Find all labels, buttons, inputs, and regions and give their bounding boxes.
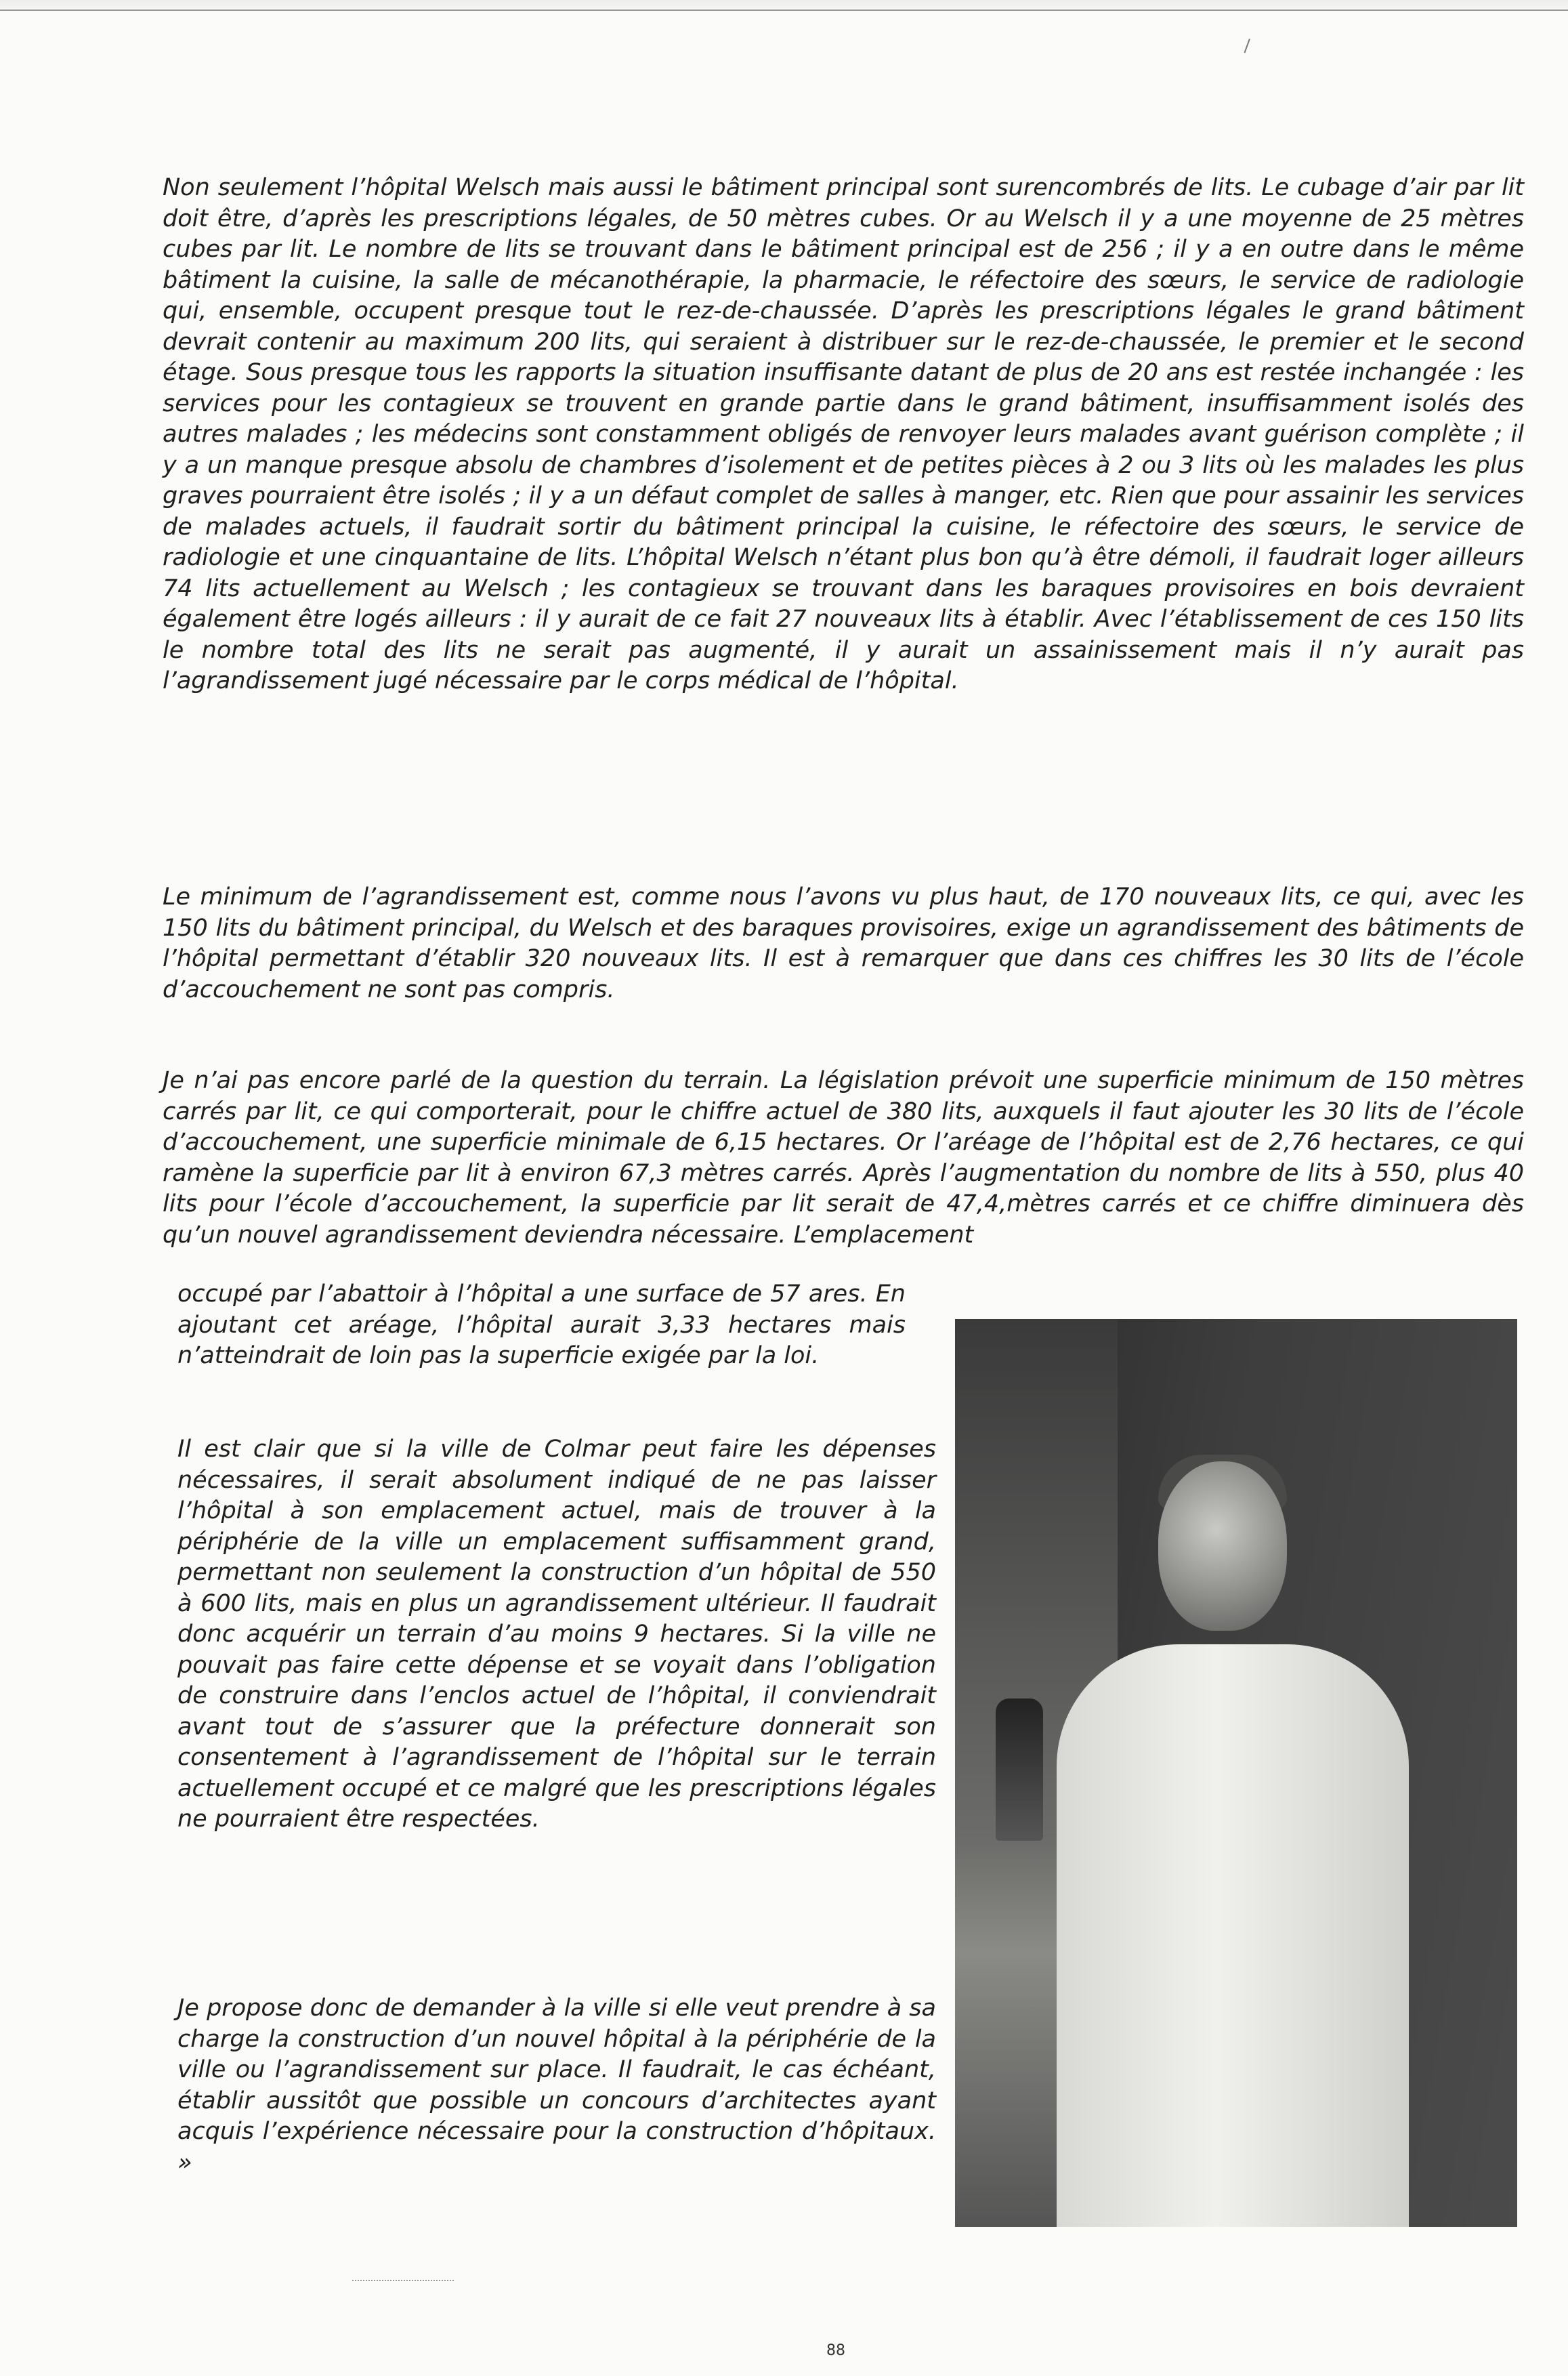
paragraph-minimum-enlargement: Le minimum de l’agrandissement est, comme nous l’avons vu plus haut, de 170 nouveaux lits, ce qui, avec les 150 lits du bâtiment principal, du Welsch et des baraques provisoires, exige un agrandissement des bâtiments de l’hôpital permettant d’établir 320 nouveaux lits. Il est à remarquer que dans ces chiffres les 30 lits de l’école d’accouchement ne sont pas compris. [163,883,1524,1003]
scan-mark [1244,39,1256,55]
paragraph-hospital-overcrowding: Non seulement l’hôpital Welsch mais aussi le bâtiment principal sont surencombrés de lits. Le cubage d’air par lit doit être, d’après les prescriptions légales, de 50 mètres cubes. Or au Welsch il y a une moyenne de 25 mètres cubes par lit. Le nombre de lits se trouvant dans le bâtiment principal est de 256 ; il y a en outre dans le même bâtiment la cuisine, la salle de mécanothérapie, la pharmacie, le réfectoire des sœurs, le service de radiologie qui, ensemble, occupent presque tout le rez-de-chaussée. D’après les prescriptions légales le grand bâtiment devrait contenir au maximum 200 lits, qui seraient à distribuer sur le rez-de-chaussée, le premier et le second étage. Sous presque tous les rapports la situation insuffisante datant de plus de 20 ans est restée inchangée : les services pour les contagieux se trouvent en grande partie dans le grand bâtiment, insuffisamment isolés des autres malades ; les médecins sont constamment obligés de renvoyer leurs malades avant guérison complète ; il y a un manque presque absolu de chambres d’isolement et de petites pièces à 2 ou 3 lits où les malades les plus graves pourraient être isolés ; il y a un défaut complet de salles à manger, etc. Rien que pour assainir les services de malades actuels, il faudrait sortir du bâtiment principal la cuisine, le réfectoire des sœurs, le service de radiologie et une cinquantaine de lits. L’hôpital Welsch n’étant plus bon qu’à être démoli, il faudrait loger ailleurs 74 lits actuellement au Welsch ; les contagieux se trouvant dans les baraques provisoires en bois devraient également être logés ailleurs : il y aurait de ce fait 27 nouveaux lits à établir. Avec l’établissement de ces 150 lits le nombre total des lits ne serait pas augmenté, il y aurait un assainissement mais il n’y aurait pas l’agrandissement jugé nécessaire par le corps médical de l’hôpital. [163,174,1524,694]
scan-top-edge [0,0,1568,11]
head-shape [1158,1461,1287,1631]
paragraph-terrain-question: Je n’ai pas encore parlé de la question du terrain. La législation prévoit une superficie minimum de 150 mètres carrés par lit, ce qui comporterait, pour le chiffre actuel de 380 lits, auxquels il faut ajouter les 30 lits de l’école d’accouchement, une superficie minimale de 6,15 hectares. Or l’aréage de l’hôpital est de 2,76 hectares, ce qui ramène la superficie par lit à environ 67,3 mètres carrés. Après l’augmentation du nombre de lits à 550, plus 40 lits pour l’école d’accouchement, la superficie par lit serait de 47,4,mètres carrés et ce chiffre diminuera dès qu’un nouvel agrandissement deviendra nécessaire. L’emplacement [163,1067,1524,1249]
paragraph-abattoir-surface: occupé par l’abattoir à l’hôpital a une surface de 57 ares. En ajoutant cet aréage, l’hôpital aurait 3,33 hectares mais n’atteindrait de loin pas la superficie exigée par la loi. [177,1280,906,1369]
scan-smudge [352,2280,454,2284]
portrait-photo [955,1319,1517,2227]
paragraph-colmar-relocation: Il est clair que si la ville de Colmar peut faire les dépenses nécessaires, il serait absolument indiqué de ne pas laisser l’hôpital à son emplacement actuel, mais de trouver à la périphérie de la ville un emplacement suffisamment grand, permettant non seulement la construction d’un hôpital de 550 à 600 lits, mais en plus un agrandissement ultérieur. Il faudrait donc acquérir un terrain d’au moins 9 hectares. Si la ville ne pouvait pas faire cette dépense et se voyait dans l’obligation de construire dans l’enclos actuel de l’hôpital, il conviendrait avant tout de s’assurer que la préfecture donnerait son consentement à l’agrandissement de l’hôpital sur le terrain actuellement occupé et ce malgré que les prescriptions légales ne pourraient être respectées. [177,1436,936,1833]
microscope-shape [996,1698,1043,1841]
paragraph-proposal: Je propose donc de demander à la ville si elle veut prendre à sa charge la construction d’un nouvel hôpital à la périphérie de la ville ou l’agrandissement sur place. Il faudrait, le cas échéant, établir aussitôt que possible un concours d’architectes ayant acquis l’expérience nécessaire pour la construction d’hôpitaux. » [177,1995,936,2176]
page-number: 88 [826,2342,845,2359]
white-coat-shape [1057,1644,1409,2227]
